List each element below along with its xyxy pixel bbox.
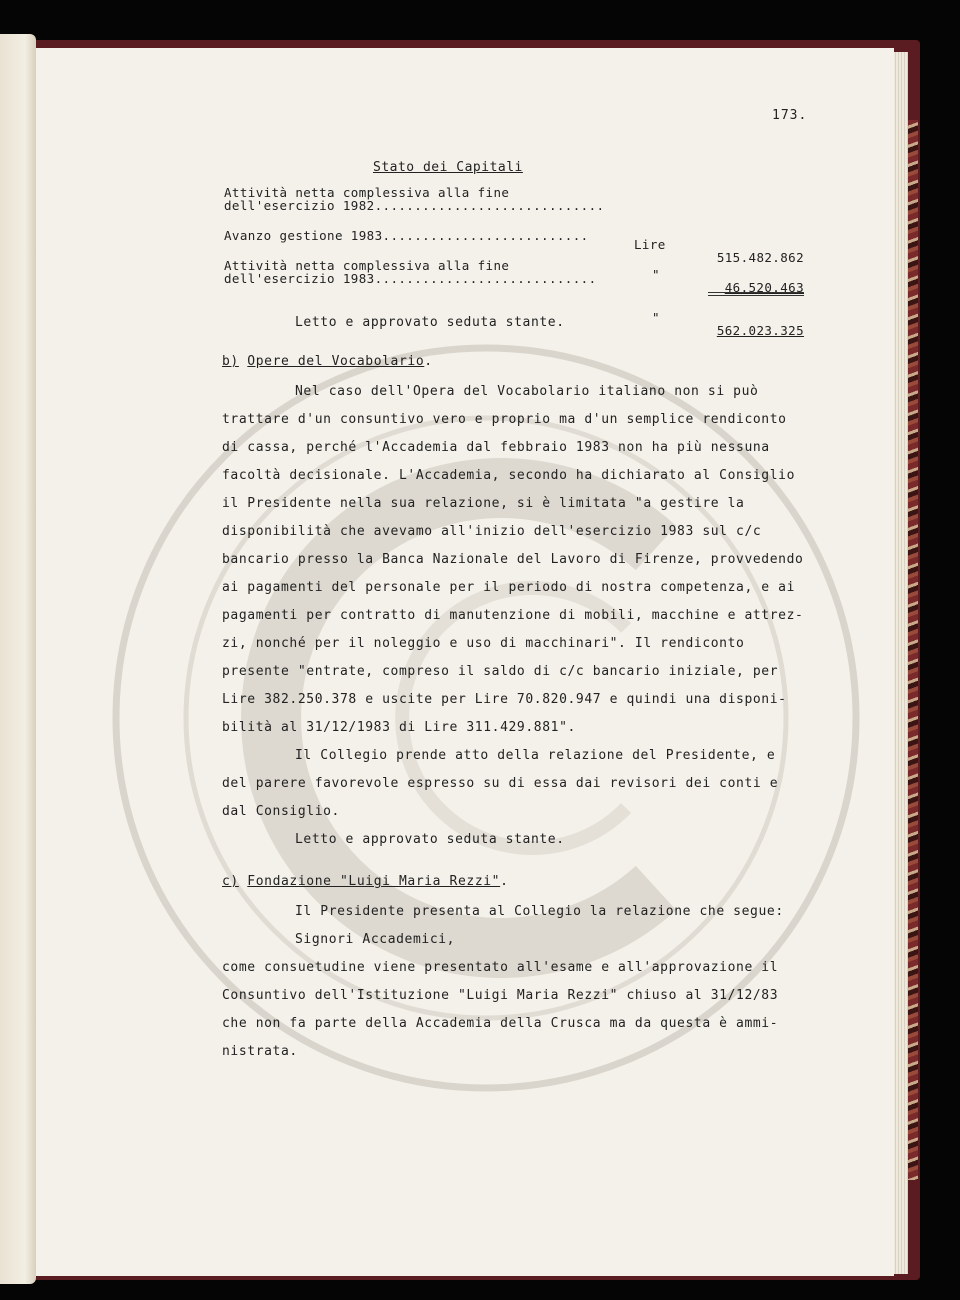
para-b-line: ai pagamenti del personale per il periodo di nostra competenza, e ai [222, 580, 796, 595]
letto-approvato-2: Letto e approvato seduta stante. [295, 832, 565, 847]
section-c-suffix: . [500, 874, 509, 889]
para-collegio-line: dal Consiglio. [222, 804, 340, 819]
capital-row-1-line-2: dell'esercizio 1982............................. [224, 198, 605, 213]
para-b-line: di cassa, perché l'Accademia dal febbraio 1983 non ha più nessuna [222, 440, 770, 455]
capital-row-1-line-1: Attività netta complessiva alla fine [224, 185, 510, 200]
para-b-line: Nel caso dell'Opera del Vocabolario italiano non si può [295, 384, 759, 399]
document-page [36, 48, 894, 1276]
para-b-line: Lire 382.250.378 e uscite per Lire 70.820.947 e quindi una disponi- [222, 692, 787, 707]
capital-row-1-value: 515.482.862 [716, 250, 804, 265]
para-c-line: Consuntivo dell'Istituzione "Luigi Maria Rezzi" chiuso al 31/12/83 [222, 988, 779, 1003]
section-c-title: Fondazione "Luigi Maria Rezzi" [247, 874, 501, 889]
para-b-line: presente "entrate, compreso il saldo di c/c bancario iniziale, per [222, 664, 779, 679]
section-c-prefix: c) [222, 874, 239, 889]
capital-row-1-unit: Lire [634, 237, 666, 252]
letto-approvato-1: Letto e approvato seduta stante. [295, 315, 565, 330]
para-b-line: facoltà decisionale. L'Accademia, secondo ha dichiarato al Consiglio [222, 468, 796, 483]
salutation: Signori Accademici, [295, 932, 456, 947]
capital-row-3-line-1: Attività netta complessiva alla fine [224, 258, 510, 273]
para-c-intro: Il Presidente presenta al Collegio la relazione che segue: [295, 904, 784, 919]
capital-row-3-line-2: dell'esercizio 1983............................ [224, 271, 597, 286]
para-b-line: bancario presso la Banca Nazionale del Lavoro di Firenze, provvedendo [222, 552, 804, 567]
facing-page-edge [0, 34, 36, 1284]
double-rule [708, 292, 804, 296]
para-c-line: nistrata. [222, 1044, 298, 1059]
para-b-line: bilità al 31/12/1983 di Lire 311.429.881". [222, 720, 576, 735]
para-collegio-line: del parere favorevole espresso su di essa dai revisori dei conti e [222, 776, 779, 791]
section-b-title: Opere del Vocabolario [247, 354, 425, 369]
section-b-suffix: . [424, 354, 433, 369]
para-b-line: trattare d'un consuntivo vero e proprio ma d'un semplice rendiconto [222, 412, 787, 427]
page-number: 173. [772, 108, 808, 123]
section-b-heading [222, 354, 433, 369]
section-b-prefix: b) [222, 354, 239, 369]
para-b-line: disponibilità che avevamo all'inizio dell'esercizio 1983 sul c/c [222, 524, 762, 539]
section-c-heading [222, 874, 509, 889]
para-b-line: il Presidente nella sua relazione, si è limitata "a gestire la [222, 496, 745, 511]
para-c-line: che non fa parte della Accademia della Crusca ma da questa è ammi- [222, 1016, 779, 1031]
capital-row-2-value: 46.520.463 [724, 280, 804, 295]
heading-stato-capitali: Stato dei Capitali [373, 160, 523, 175]
para-b-line: pagamenti per contratto di manutenzione di mobili, macchine e attrez- [222, 608, 804, 623]
capital-row-2-label: Avanzo gestione 1983.......................... [224, 228, 589, 243]
capital-row-2-unit: " [652, 267, 660, 282]
capital-row-3-value: 562.023.325 [716, 323, 804, 338]
capital-row-3-unit: " [652, 310, 660, 325]
para-b-line: zi, nonché per il noleggio e uso di macchinari". Il rendiconto [222, 636, 745, 651]
para-c-line: come consuetudine viene presentato all'esame e all'approvazione il [222, 960, 779, 975]
para-collegio-line: Il Collegio prende atto della relazione del Presidente, e [295, 748, 776, 763]
